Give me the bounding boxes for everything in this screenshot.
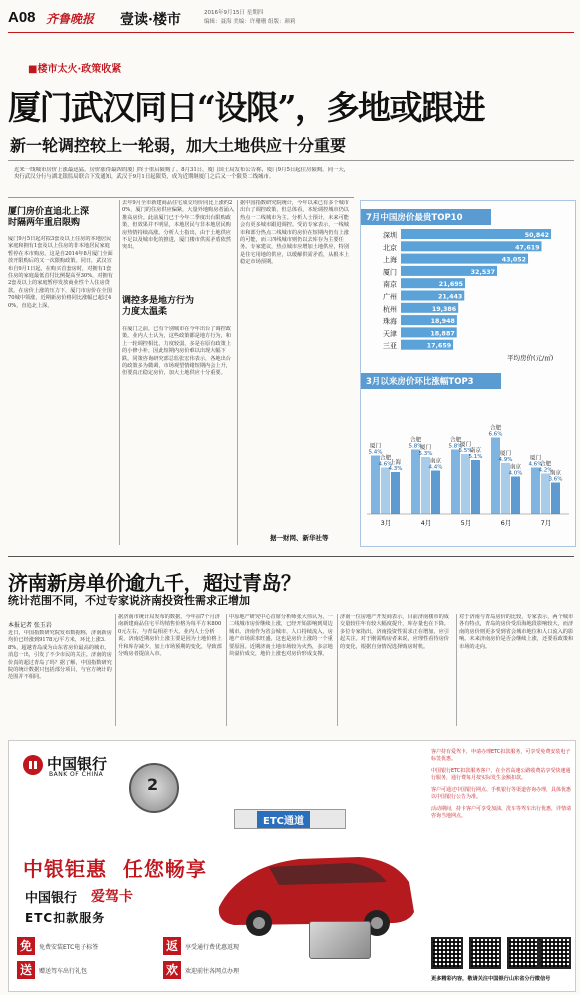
ad-note: 客户可通过中国银行网点、手机银行等渠道咨询办理，具体优惠以中国银行公告为准。 bbox=[431, 787, 572, 800]
headline-2: 济南新房单价逾九千，超过青岛？ bbox=[8, 571, 301, 595]
ad-note: 活动期间，持卡客户可享受加油、洗车等驾车出行优惠，详情请咨询当地网点。 bbox=[431, 806, 572, 819]
bar-value-label: 19,386 bbox=[431, 305, 457, 313]
bank-card-image bbox=[309, 921, 371, 959]
bar-value-label: 5.1% bbox=[468, 454, 483, 460]
chart-top3-title: 3月以来房价环比涨幅TOP3 bbox=[361, 373, 501, 389]
bar-value-label: 4.2% bbox=[538, 467, 553, 474]
masthead bbox=[8, 6, 574, 32]
bar-category-label: 厦门 bbox=[383, 268, 397, 277]
bar-category-label: 天津 bbox=[383, 329, 397, 338]
qr-code-3[interactable] bbox=[507, 937, 539, 969]
bar-category-label: 珠海 bbox=[383, 317, 397, 326]
article1-col1: 厦门9月5日起对拟3套及以上住房的本地居民家庭和拥有1套及以上住房的非本地居民家庭暂停在本市购房。这是自2014年8月厦门全面放开限购后的又一次限购政策。同日，武汉宣布自9月1日起，在购买首套房时，对拥有1套住房的家庭最低首付比例提高至30%，对拥有2套及以上的家庭暂停发放商业性个人住房贷款。在房价上涨的压力下，厦门市房价在全国70城中领涨，近期新房价格同比涨幅已超过40%，直追北上深。 bbox=[8, 236, 113, 309]
benefit-list bbox=[17, 937, 307, 987]
bar-1-0 bbox=[411, 450, 420, 515]
bar-city-label: 厦门 bbox=[499, 451, 512, 457]
bar-value-label: 5.8% bbox=[408, 443, 423, 450]
bar-value-label: 4.6% bbox=[528, 461, 543, 468]
article1-col3: 据中国指数研究院统计，今年以来已有多个城市出台了调控政策，但总体看，本轮调控城市仍以热点一二线城市为主。分析人士预计，未来可能会有更多城市跟进调控。受访专家表示，一线城市和部分热点二线城市的房价在短期内仍有上涨的可能，而三四线城市则仍以去库存为主要任务。专家建议，热点城市应增加土地供应，特别是住宅用地的供应，以缓解供需矛盾，从根本上稳定市场预期。 bbox=[240, 200, 349, 266]
bar-value-label: 50,842 bbox=[524, 232, 549, 239]
headline-1: 厦门武汉同日“设限”，多地或跟进 bbox=[8, 88, 484, 127]
bar-city-label: 厦门 bbox=[419, 445, 432, 451]
service-name: ETC扣款服务 bbox=[25, 911, 106, 925]
article1-col2: 去年9月全市新建商品住宅成交均价同比上涨约20%，厦门的住房供应偏紧，大量外地购房者涌入推高房价。此前厦门已于今年二季度出台限购政策，但效果并不明显，本地居民与非本地居民购房热情持续高涨。分析人士指出，由于土地供应不足以及城市化的推进，厦门楼市供需矛盾依然突出。 bbox=[122, 200, 234, 251]
bar-value-label: 5.4% bbox=[368, 449, 383, 456]
ad-slogan: 中银钜惠 任您畅享 bbox=[23, 857, 207, 881]
benefit-badge: 欢 bbox=[163, 961, 181, 979]
lead-rule bbox=[8, 160, 574, 161]
issue-date: 2016年9月15日 星期四 bbox=[204, 10, 264, 16]
bar-city-label: 合肥 bbox=[409, 437, 422, 444]
bar-value-label: 32,537 bbox=[470, 268, 495, 276]
article2-col1: 近日，中国指数研究院发布数据称，济南新房均价已经涨到9178元/平方米，环比上涨3.8%，超越青岛成为山东省房价最高的城市。消息一出，引发了不少市民的关注。济南的房价真的超过青岛了吗？据了解，中国指数研究院的统计数据只包括部分项目，与官方统计的范围并不相同。 bbox=[8, 630, 112, 681]
article1-col2b: 在厦门之前，已有个别城市在今年出台了调控政策。业内人士认为，这些政策都是地方行为，和上一轮调控相比，力度较弱，多是在原有政策上的小修小补，因此短期内房价难以出现大幅下跌。同策咨询研究部总监张宏伟表示，各地出台的政策多为微调，市场观望情绪短期内会上升，但要真正稳定房价，加大土地供应十分重要。 bbox=[122, 326, 231, 377]
bar-value-label: 43,052 bbox=[501, 256, 527, 264]
bar-2-0 bbox=[451, 450, 460, 515]
bar-category-label: 杭州 bbox=[383, 305, 397, 314]
bar-city-label: 厦门 bbox=[529, 455, 542, 462]
product-name: 爱驾卡 bbox=[91, 889, 133, 905]
bar-2-2 bbox=[471, 460, 480, 514]
bar-3-0 bbox=[491, 438, 500, 515]
bar-1-2 bbox=[431, 471, 440, 515]
col-divider bbox=[237, 200, 238, 545]
article2-col5: 对于济南与青岛房价的比较，专家表示，两个城市各有特点，青岛的房价受沿海地段影响较大，而济南的房价则更多受到省会城市地位和人口流入的影响。未来济南房价是否会继续上涨，还要看政策和市场的走向。 bbox=[459, 614, 574, 650]
chart-top10-unit: 平均房价(元/㎡) bbox=[507, 354, 554, 362]
qr-code-1[interactable] bbox=[431, 937, 463, 969]
bank-name: 中国银行 bbox=[47, 755, 108, 773]
benefit-badge: 免 bbox=[17, 937, 35, 955]
chart-panel bbox=[360, 200, 576, 547]
byline: 本报记者 张玉岩 bbox=[8, 622, 52, 629]
article2-col4: 济南一位房地产开发商表示，目前济南楼市的成交量较往年有较大幅度提升，库存量也在下降。多位专家指出，济南投资性需求正在增加，应引起关注。对于刚需购房者来说，应理性看待房价的变化，根据自身情况选择购房时机。 bbox=[340, 614, 449, 650]
bar-4-0 bbox=[531, 468, 540, 515]
bar-3-2 bbox=[511, 477, 520, 515]
bar-category-label: 上海 bbox=[383, 256, 397, 265]
benefit-text: 欢迎前往各网点办理 bbox=[185, 968, 240, 975]
topic-tag: ■楼市太火·政策收紧 bbox=[28, 64, 122, 75]
bar-city-label: 合肥 bbox=[489, 425, 502, 432]
staff-credits: 编辑：聂海 美编：许珊珊 组版：颜莉 bbox=[204, 19, 296, 25]
col-divider bbox=[119, 200, 120, 545]
product-prefix: 中国银行 bbox=[25, 891, 78, 906]
subhead-control: 调控多是地方行为 力度太温柔 bbox=[122, 296, 195, 317]
article2-col3: 中原地产研究中心首席分析师张大伟认为，一二线城市房价继续上涨，已经开始影响到周边城市。济南作为省会城市，人口持续流入，房地产市场需求旺盛，这也是房价上涨的一个重要原因。近期济南土地市场较为火热，多宗地块溢价成交，地价上涨也对房价形成支撑。 bbox=[229, 614, 333, 658]
col-divider bbox=[226, 614, 227, 726]
bar-2-1 bbox=[461, 454, 470, 514]
bar-city-label: 合肥 bbox=[449, 437, 462, 444]
qr-code-2[interactable] bbox=[469, 937, 501, 969]
article1-source: 据一财网、新华社等 bbox=[270, 534, 329, 542]
x-tick-label: 5月 bbox=[460, 519, 472, 527]
benefit-text: 赠送驾车出行礼包 bbox=[39, 968, 88, 975]
bar-value-label: 4.0% bbox=[508, 470, 523, 477]
bar-city-label: 厦门 bbox=[369, 443, 382, 450]
subhead-xiamen: 厦门房价直追北上深 时隔两年重启限购 bbox=[8, 207, 90, 228]
bar-category-label: 南京 bbox=[383, 280, 397, 289]
bar-value-label: 4.6% bbox=[378, 461, 393, 468]
bar-city-label: 南京 bbox=[429, 458, 442, 465]
bar-value-label: 47,619 bbox=[515, 244, 540, 252]
bar-value-label: 5.3% bbox=[418, 451, 433, 457]
bar-value-label: 5.5% bbox=[458, 448, 473, 454]
bar-4-2 bbox=[551, 483, 560, 515]
bar-category-label: 三亚 bbox=[383, 342, 397, 351]
lead-rule-bottom bbox=[8, 197, 354, 198]
bar-city-label: 南京 bbox=[509, 464, 522, 471]
bar-city-label: 南京 bbox=[549, 470, 562, 477]
ad-note: 中国银行ETC扣款服务客户，在全省高速公路收费站享受快速通行服务，通行费每月按实际发生金额扣款。 bbox=[431, 768, 571, 781]
bar-value-label: 18,948 bbox=[430, 318, 455, 326]
bar-value-label: 21,443 bbox=[437, 293, 463, 301]
section-name: 壹读·楼市 bbox=[120, 12, 181, 28]
col-divider bbox=[337, 614, 338, 726]
bar-city-label: 南京 bbox=[469, 448, 482, 454]
bank-name-en: BANK OF CHINA bbox=[49, 771, 104, 778]
bar-value-label: 3.6% bbox=[548, 476, 563, 483]
lead-paragraph: 近来一线城市房价上涨最迅猛，房价涨得最凶的厦门终于重启限购了。8月31日，厦门国土局发布公告称，厦门9月5日起住房限购。同一天，央行武汉分行与湖北银监局联合下发通知，武汉于9月1日起限贷，成为近期继厦门之后又一个限贷二线城市。 bbox=[14, 167, 350, 181]
header-rule bbox=[8, 32, 574, 33]
bar-city-label: 合肥 bbox=[539, 461, 552, 468]
bar-value-label: 18,887 bbox=[430, 330, 455, 338]
chart-top3 bbox=[361, 389, 575, 539]
bar-city-label: 上海 bbox=[389, 460, 402, 466]
chart-top10 bbox=[361, 225, 575, 365]
benefit-item bbox=[163, 961, 305, 981]
x-tick-label: 4月 bbox=[420, 519, 432, 527]
paper-name: 齐鲁晚报 bbox=[46, 12, 95, 26]
article2-col2: 据济南市统计局发布的数据，今年前7个月济南新建商品住宅平均销售价格为每平方米8000元左右，与青岛相差不大。业内人士分析说，济南近期房价上涨主要是因为土地价格上升和库存减少，加上市场预期的变化，导致部分购房者提前入市。 bbox=[118, 614, 222, 658]
bar-category-label: 北京 bbox=[383, 243, 397, 252]
bar-city-label: 合肥 bbox=[379, 455, 392, 462]
benefit-text: 享受通行费优惠返现 bbox=[185, 944, 240, 951]
bar-0-1 bbox=[381, 468, 390, 515]
col-divider bbox=[456, 614, 457, 726]
qr-code-4[interactable] bbox=[539, 937, 571, 969]
bar-city-label: 厦门 bbox=[459, 442, 472, 448]
benefit-badge: 送 bbox=[17, 961, 35, 979]
x-tick-label: 3月 bbox=[380, 519, 392, 527]
etc-sign: ETC通道 bbox=[257, 811, 310, 828]
col-divider bbox=[115, 614, 116, 726]
boc-logo-icon bbox=[23, 755, 43, 775]
ad-note: 客户持有爱驾卡，申请办理ETC扣款服务，可享受免费安装电子标签优惠。 bbox=[431, 749, 571, 762]
bar-value-label: 4.9% bbox=[498, 457, 513, 463]
bar-value-label: 4.3% bbox=[388, 466, 403, 472]
ad-footer: 更多精彩内容，敬请关注中国银行山东省分行微信号 bbox=[431, 976, 551, 982]
benefit-badge: 返 bbox=[163, 937, 181, 955]
bar-value-label: 6.6% bbox=[488, 431, 503, 438]
benefit-item bbox=[17, 961, 159, 981]
benefit-item bbox=[163, 937, 305, 957]
benefit-item bbox=[17, 937, 159, 957]
boc-advertisement bbox=[8, 740, 576, 992]
bar-0-2 bbox=[391, 472, 400, 514]
bar-value-label: 17,659 bbox=[426, 342, 452, 350]
bar-category-label: 深圳 bbox=[383, 231, 397, 240]
chart-top10-title: 7月中国房价最贵TOP10 bbox=[361, 209, 491, 225]
bar-value-label: 21,695 bbox=[438, 281, 464, 289]
subhead-2: 统计范围不同，不过专家说济南投资性需求正增加 bbox=[8, 594, 250, 607]
x-tick-label: 7月 bbox=[540, 519, 552, 527]
bar-value-label: 4.4% bbox=[428, 464, 443, 471]
ad-notes bbox=[431, 749, 571, 825]
bar-category-label: 广州 bbox=[383, 293, 397, 301]
page-number: A08 bbox=[8, 9, 36, 26]
bar-value-label: 5.8% bbox=[448, 443, 463, 450]
medal-number: 2 bbox=[147, 775, 159, 794]
subhead-1: 新一轮调控较上一轮弱，加大土地供应十分重要 bbox=[10, 136, 347, 155]
section-rule bbox=[8, 556, 574, 557]
x-tick-label: 6月 bbox=[500, 519, 512, 527]
benefit-text: 免费安装ETC电子标签 bbox=[39, 944, 99, 951]
